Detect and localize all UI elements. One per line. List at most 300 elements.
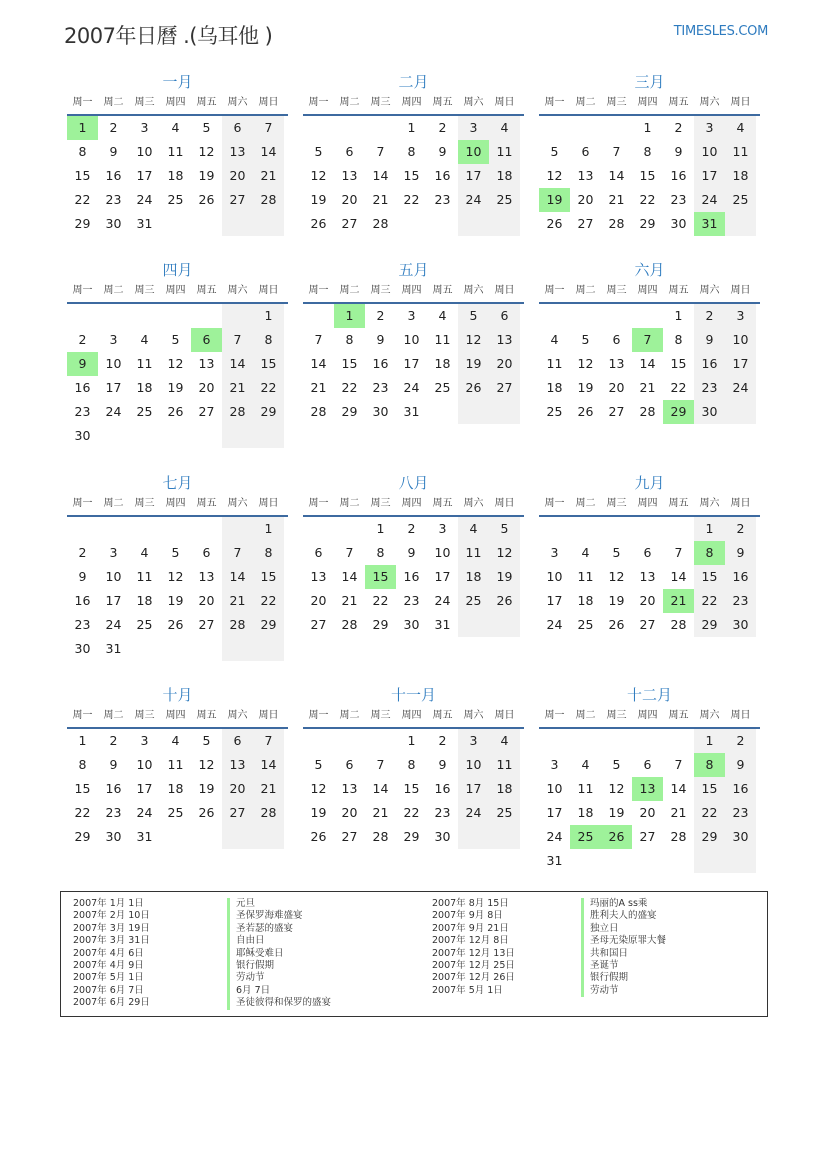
day-cell[interactable]: 13	[341, 168, 358, 183]
day-cell[interactable]: 5	[202, 733, 211, 748]
day-cell[interactable]: 27	[608, 404, 625, 419]
day-cell[interactable]: 29	[663, 400, 694, 424]
day-cell[interactable]: 29	[74, 829, 91, 844]
day-cell[interactable]: 24	[546, 617, 563, 632]
day-cell[interactable]: 10	[403, 332, 420, 347]
day-cell[interactable]: 18	[489, 777, 520, 801]
day-cell[interactable]: 8	[407, 757, 416, 772]
day-cell[interactable]: 8	[253, 328, 284, 352]
day-cell[interactable]: 17	[136, 168, 153, 183]
day-cell[interactable]: 1	[694, 729, 725, 753]
day-cell[interactable]: 23	[74, 617, 91, 632]
day-cell[interactable]: 3	[438, 521, 447, 536]
day-cell[interactable]: 16	[725, 777, 756, 801]
day-cell[interactable]: 9	[725, 753, 756, 777]
day-cell[interactable]: 4	[550, 332, 559, 347]
day-cell[interactable]: 6	[643, 757, 652, 772]
day-cell[interactable]: 4	[171, 733, 180, 748]
day-cell[interactable]: 31	[434, 617, 451, 632]
day-cell[interactable]: 7	[345, 545, 354, 560]
day-cell[interactable]: 17	[546, 805, 563, 820]
day-cell[interactable]: 4	[489, 729, 520, 753]
day-cell[interactable]: 27	[198, 404, 215, 419]
day-cell[interactable]: 8	[78, 757, 87, 772]
day-cell[interactable]: 20	[639, 593, 656, 608]
day-cell[interactable]: 9	[78, 569, 87, 584]
day-cell[interactable]: 5	[171, 332, 180, 347]
day-cell[interactable]: 24	[403, 380, 420, 395]
day-cell[interactable]: 13	[608, 356, 625, 371]
day-cell[interactable]: 3	[140, 120, 149, 135]
day-cell[interactable]: 23	[74, 404, 91, 419]
day-cell[interactable]: 6	[643, 545, 652, 560]
day-cell[interactable]: 17	[458, 164, 489, 188]
day-cell[interactable]: 13	[639, 569, 656, 584]
day-cell[interactable]: 21	[663, 589, 694, 613]
day-cell[interactable]: 8	[78, 144, 87, 159]
day-cell[interactable]: 24	[105, 617, 122, 632]
day-cell[interactable]: 12	[310, 781, 327, 796]
day-cell[interactable]: 25	[167, 192, 184, 207]
day-cell[interactable]: 13	[341, 781, 358, 796]
day-cell[interactable]: 23	[725, 589, 756, 613]
day-cell[interactable]: 1	[643, 120, 652, 135]
day-cell[interactable]: 9	[407, 545, 416, 560]
day-cell[interactable]: 18	[577, 593, 594, 608]
day-cell[interactable]: 20	[341, 805, 358, 820]
day-cell[interactable]: 31	[105, 641, 122, 656]
day-cell[interactable]: 6	[345, 757, 354, 772]
day-cell[interactable]: 6	[345, 144, 354, 159]
day-cell[interactable]: 15	[403, 781, 420, 796]
day-cell[interactable]: 12	[167, 569, 184, 584]
day-cell[interactable]: 16	[434, 781, 451, 796]
day-cell[interactable]: 29	[694, 613, 725, 637]
day-cell[interactable]: 17	[694, 164, 725, 188]
day-cell[interactable]: 8	[345, 332, 354, 347]
day-cell[interactable]: 5	[458, 304, 489, 328]
day-cell[interactable]: 10	[136, 144, 153, 159]
day-cell[interactable]: 23	[434, 192, 451, 207]
day-cell[interactable]: 5	[612, 545, 621, 560]
day-cell[interactable]: 25	[136, 404, 153, 419]
day-cell[interactable]: 22	[694, 589, 725, 613]
day-cell[interactable]: 30	[725, 613, 756, 637]
day-cell[interactable]: 19	[489, 565, 520, 589]
day-cell[interactable]: 10	[546, 781, 563, 796]
day-cell[interactable]: 16	[105, 168, 122, 183]
day-cell[interactable]: 16	[670, 168, 687, 183]
day-cell[interactable]: 18	[136, 380, 153, 395]
day-cell[interactable]: 1	[376, 521, 385, 536]
day-cell[interactable]: 28	[310, 404, 327, 419]
day-cell[interactable]: 26	[577, 404, 594, 419]
day-cell[interactable]: 1	[78, 733, 87, 748]
day-cell[interactable]: 10	[105, 356, 122, 371]
day-cell[interactable]: 16	[74, 593, 91, 608]
day-cell[interactable]: 7	[253, 116, 284, 140]
day-cell[interactable]: 14	[670, 781, 687, 796]
day-cell[interactable]: 25	[434, 380, 451, 395]
day-cell[interactable]: 16	[372, 356, 389, 371]
day-cell[interactable]: 3	[458, 116, 489, 140]
day-cell[interactable]: 19	[577, 380, 594, 395]
day-cell[interactable]: 18	[546, 380, 563, 395]
day-cell[interactable]: 7	[376, 757, 385, 772]
day-cell[interactable]: 30	[670, 216, 687, 231]
day-cell[interactable]: 29	[694, 825, 725, 849]
day-cell[interactable]: 21	[253, 777, 284, 801]
day-cell[interactable]: 16	[403, 569, 420, 584]
day-cell[interactable]: 18	[489, 164, 520, 188]
day-cell[interactable]: 25	[167, 805, 184, 820]
day-cell[interactable]: 2	[694, 304, 725, 328]
day-cell[interactable]: 22	[341, 380, 358, 395]
day-cell[interactable]: 3	[694, 116, 725, 140]
day-cell[interactable]: 2	[725, 517, 756, 541]
day-cell[interactable]: 3	[109, 332, 118, 347]
day-cell[interactable]: 26	[546, 216, 563, 231]
day-cell[interactable]: 12	[310, 168, 327, 183]
day-cell[interactable]: 6	[489, 304, 520, 328]
day-cell[interactable]: 1	[67, 116, 98, 140]
day-cell[interactable]: 28	[608, 216, 625, 231]
day-cell[interactable]: 2	[438, 733, 447, 748]
day-cell[interactable]: 4	[581, 545, 590, 560]
day-cell[interactable]: 5	[314, 757, 323, 772]
day-cell[interactable]: 9	[376, 332, 385, 347]
day-cell[interactable]: 2	[376, 308, 385, 323]
day-cell[interactable]: 21	[341, 593, 358, 608]
day-cell[interactable]: 21	[608, 192, 625, 207]
day-cell[interactable]: 27	[310, 617, 327, 632]
day-cell[interactable]: 18	[434, 356, 451, 371]
day-cell[interactable]: 8	[674, 332, 683, 347]
day-cell[interactable]: 13	[222, 753, 253, 777]
day-cell[interactable]: 30	[434, 829, 451, 844]
day-cell[interactable]: 14	[253, 140, 284, 164]
day-cell[interactable]: 11	[725, 140, 756, 164]
day-cell[interactable]: 26	[601, 825, 632, 849]
day-cell[interactable]: 2	[407, 521, 416, 536]
day-cell[interactable]: 8	[407, 144, 416, 159]
day-cell[interactable]: 25	[570, 825, 601, 849]
day-cell[interactable]: 8	[694, 753, 725, 777]
day-cell[interactable]: 20	[198, 593, 215, 608]
day-cell[interactable]: 19	[167, 593, 184, 608]
day-cell[interactable]: 11	[136, 356, 153, 371]
day-cell[interactable]: 17	[725, 352, 756, 376]
day-cell[interactable]: 15	[670, 356, 687, 371]
day-cell[interactable]: 7	[222, 328, 253, 352]
day-cell[interactable]: 30	[372, 404, 389, 419]
site-link[interactable]: TIMESLES.COM	[673, 24, 768, 39]
day-cell[interactable]: 4	[140, 332, 149, 347]
day-cell[interactable]: 7	[632, 328, 663, 352]
day-cell[interactable]: 23	[372, 380, 389, 395]
day-cell[interactable]: 6	[581, 144, 590, 159]
day-cell[interactable]: 12	[198, 144, 215, 159]
day-cell[interactable]: 2	[725, 729, 756, 753]
day-cell[interactable]: 13	[489, 328, 520, 352]
day-cell[interactable]: 19	[458, 352, 489, 376]
day-cell[interactable]: 15	[694, 565, 725, 589]
day-cell[interactable]: 22	[74, 192, 91, 207]
day-cell[interactable]: 11	[167, 144, 184, 159]
day-cell[interactable]: 25	[136, 617, 153, 632]
day-cell[interactable]: 10	[458, 753, 489, 777]
day-cell[interactable]: 7	[674, 545, 683, 560]
day-cell[interactable]: 29	[253, 613, 284, 637]
day-cell[interactable]: 4	[171, 120, 180, 135]
day-cell[interactable]: 26	[167, 617, 184, 632]
day-cell[interactable]: 5	[202, 120, 211, 135]
day-cell[interactable]: 6	[202, 545, 211, 560]
day-cell[interactable]: 9	[694, 328, 725, 352]
day-cell[interactable]: 11	[136, 569, 153, 584]
day-cell[interactable]: 3	[550, 757, 559, 772]
day-cell[interactable]: 16	[105, 781, 122, 796]
day-cell[interactable]: 13	[198, 356, 215, 371]
day-cell[interactable]: 17	[105, 380, 122, 395]
day-cell[interactable]: 25	[577, 617, 594, 632]
day-cell[interactable]: 22	[670, 380, 687, 395]
day-cell[interactable]: 24	[694, 188, 725, 212]
day-cell[interactable]: 19	[608, 805, 625, 820]
day-cell[interactable]: 13	[222, 140, 253, 164]
day-cell[interactable]: 20	[489, 352, 520, 376]
day-cell[interactable]: 6	[314, 545, 323, 560]
day-cell[interactable]: 14	[639, 356, 656, 371]
day-cell[interactable]: 15	[403, 168, 420, 183]
day-cell[interactable]: 1	[253, 517, 284, 541]
day-cell[interactable]: 18	[167, 781, 184, 796]
day-cell[interactable]: 27	[341, 216, 358, 231]
day-cell[interactable]: 18	[167, 168, 184, 183]
day-cell[interactable]: 9	[109, 144, 118, 159]
day-cell[interactable]: 5	[314, 144, 323, 159]
day-cell[interactable]: 6	[222, 116, 253, 140]
day-cell[interactable]: 28	[222, 400, 253, 424]
day-cell[interactable]: 14	[372, 781, 389, 796]
day-cell[interactable]: 7	[376, 144, 385, 159]
day-cell[interactable]: 17	[105, 593, 122, 608]
day-cell[interactable]: 4	[438, 308, 447, 323]
day-cell[interactable]: 10	[136, 757, 153, 772]
day-cell[interactable]: 15	[639, 168, 656, 183]
day-cell[interactable]: 23	[670, 192, 687, 207]
day-cell[interactable]: 21	[222, 376, 253, 400]
day-cell[interactable]: 26	[489, 589, 520, 613]
day-cell[interactable]: 8	[376, 545, 385, 560]
day-cell[interactable]: 28	[222, 613, 253, 637]
day-cell[interactable]: 12	[198, 757, 215, 772]
day-cell[interactable]: 27	[222, 801, 253, 825]
day-cell[interactable]: 16	[694, 352, 725, 376]
day-cell[interactable]: 25	[458, 589, 489, 613]
day-cell[interactable]: 31	[546, 853, 563, 868]
day-cell[interactable]: 15	[74, 168, 91, 183]
day-cell[interactable]: 7	[253, 729, 284, 753]
day-cell[interactable]: 28	[341, 617, 358, 632]
day-cell[interactable]: 11	[546, 356, 563, 371]
day-cell[interactable]: 17	[434, 569, 451, 584]
day-cell[interactable]: 13	[632, 777, 663, 801]
day-cell[interactable]: 18	[458, 565, 489, 589]
day-cell[interactable]: 8	[643, 144, 652, 159]
day-cell[interactable]: 2	[438, 120, 447, 135]
day-cell[interactable]: 29	[341, 404, 358, 419]
day-cell[interactable]: 25	[489, 801, 520, 825]
day-cell[interactable]: 24	[136, 805, 153, 820]
day-cell[interactable]: 10	[458, 140, 489, 164]
day-cell[interactable]: 22	[403, 805, 420, 820]
day-cell[interactable]: 25	[489, 188, 520, 212]
day-cell[interactable]: 30	[74, 428, 91, 443]
day-cell[interactable]: 31	[403, 404, 420, 419]
day-cell[interactable]: 22	[74, 805, 91, 820]
day-cell[interactable]: 23	[434, 805, 451, 820]
day-cell[interactable]: 30	[105, 829, 122, 844]
day-cell[interactable]: 5	[171, 545, 180, 560]
day-cell[interactable]: 7	[222, 541, 253, 565]
day-cell[interactable]: 18	[725, 164, 756, 188]
day-cell[interactable]: 5	[581, 332, 590, 347]
day-cell[interactable]: 5	[489, 517, 520, 541]
day-cell[interactable]: 1	[694, 517, 725, 541]
day-cell[interactable]: 21	[222, 589, 253, 613]
day-cell[interactable]: 24	[458, 188, 489, 212]
day-cell[interactable]: 9	[109, 757, 118, 772]
day-cell[interactable]: 2	[109, 120, 118, 135]
day-cell[interactable]: 23	[105, 192, 122, 207]
day-cell[interactable]: 26	[310, 216, 327, 231]
day-cell[interactable]: 11	[167, 757, 184, 772]
day-cell[interactable]: 12	[608, 569, 625, 584]
day-cell[interactable]: 20	[310, 593, 327, 608]
day-cell[interactable]: 14	[341, 569, 358, 584]
day-cell[interactable]: 9	[438, 144, 447, 159]
day-cell[interactable]: 2	[78, 332, 87, 347]
day-cell[interactable]: 29	[639, 216, 656, 231]
day-cell[interactable]: 19	[198, 781, 215, 796]
day-cell[interactable]: 7	[674, 757, 683, 772]
day-cell[interactable]: 30	[694, 400, 725, 424]
day-cell[interactable]: 23	[725, 801, 756, 825]
day-cell[interactable]: 29	[253, 400, 284, 424]
day-cell[interactable]: 12	[577, 356, 594, 371]
day-cell[interactable]: 3	[458, 729, 489, 753]
day-cell[interactable]: 25	[725, 188, 756, 212]
day-cell[interactable]: 31	[694, 212, 725, 236]
day-cell[interactable]: 21	[310, 380, 327, 395]
day-cell[interactable]: 11	[577, 781, 594, 796]
day-cell[interactable]: 27	[639, 617, 656, 632]
day-cell[interactable]: 27	[198, 617, 215, 632]
day-cell[interactable]: 17	[403, 356, 420, 371]
day-cell[interactable]: 20	[639, 805, 656, 820]
day-cell[interactable]: 28	[670, 829, 687, 844]
day-cell[interactable]: 14	[222, 352, 253, 376]
day-cell[interactable]: 20	[577, 192, 594, 207]
day-cell[interactable]: 21	[670, 805, 687, 820]
day-cell[interactable]: 28	[253, 188, 284, 212]
day-cell[interactable]: 18	[136, 593, 153, 608]
day-cell[interactable]: 12	[608, 781, 625, 796]
day-cell[interactable]: 30	[105, 216, 122, 231]
day-cell[interactable]: 22	[253, 376, 284, 400]
day-cell[interactable]: 26	[198, 805, 215, 820]
day-cell[interactable]: 3	[550, 545, 559, 560]
day-cell[interactable]: 15	[365, 565, 396, 589]
day-cell[interactable]: 11	[458, 541, 489, 565]
day-cell[interactable]: 1	[674, 308, 683, 323]
day-cell[interactable]: 10	[434, 545, 451, 560]
day-cell[interactable]: 9	[67, 352, 98, 376]
day-cell[interactable]: 22	[639, 192, 656, 207]
day-cell[interactable]: 26	[458, 376, 489, 400]
day-cell[interactable]: 17	[136, 781, 153, 796]
day-cell[interactable]: 28	[253, 801, 284, 825]
day-cell[interactable]: 4	[581, 757, 590, 772]
day-cell[interactable]: 12	[458, 328, 489, 352]
day-cell[interactable]: 20	[341, 192, 358, 207]
day-cell[interactable]: 3	[109, 545, 118, 560]
day-cell[interactable]: 19	[310, 805, 327, 820]
day-cell[interactable]: 19	[608, 593, 625, 608]
day-cell[interactable]: 16	[434, 168, 451, 183]
day-cell[interactable]: 10	[694, 140, 725, 164]
day-cell[interactable]: 22	[403, 192, 420, 207]
day-cell[interactable]: 21	[372, 192, 389, 207]
day-cell[interactable]: 31	[136, 829, 153, 844]
day-cell[interactable]: 24	[136, 192, 153, 207]
day-cell[interactable]: 23	[694, 376, 725, 400]
day-cell[interactable]: 18	[577, 805, 594, 820]
day-cell[interactable]: 4	[489, 116, 520, 140]
day-cell[interactable]: 27	[489, 376, 520, 400]
day-cell[interactable]: 15	[341, 356, 358, 371]
day-cell[interactable]: 22	[253, 589, 284, 613]
day-cell[interactable]: 17	[458, 777, 489, 801]
day-cell[interactable]: 27	[577, 216, 594, 231]
day-cell[interactable]: 14	[670, 569, 687, 584]
day-cell[interactable]: 1	[407, 733, 416, 748]
day-cell[interactable]: 7	[314, 332, 323, 347]
day-cell[interactable]: 14	[372, 168, 389, 183]
day-cell[interactable]: 20	[608, 380, 625, 395]
day-cell[interactable]: 21	[253, 164, 284, 188]
day-cell[interactable]: 29	[403, 829, 420, 844]
day-cell[interactable]: 26	[310, 829, 327, 844]
day-cell[interactable]: 4	[140, 545, 149, 560]
day-cell[interactable]: 17	[546, 593, 563, 608]
day-cell[interactable]: 1	[407, 120, 416, 135]
day-cell[interactable]: 28	[372, 829, 389, 844]
day-cell[interactable]: 8	[253, 541, 284, 565]
day-cell[interactable]: 29	[372, 617, 389, 632]
day-cell[interactable]: 13	[310, 569, 327, 584]
day-cell[interactable]: 16	[725, 565, 756, 589]
day-cell[interactable]: 1	[253, 304, 284, 328]
day-cell[interactable]: 14	[222, 565, 253, 589]
day-cell[interactable]: 28	[372, 216, 389, 231]
day-cell[interactable]: 26	[167, 404, 184, 419]
day-cell[interactable]: 19	[198, 168, 215, 183]
day-cell[interactable]: 13	[577, 168, 594, 183]
day-cell[interactable]: 20	[222, 777, 253, 801]
day-cell[interactable]: 12	[546, 168, 563, 183]
